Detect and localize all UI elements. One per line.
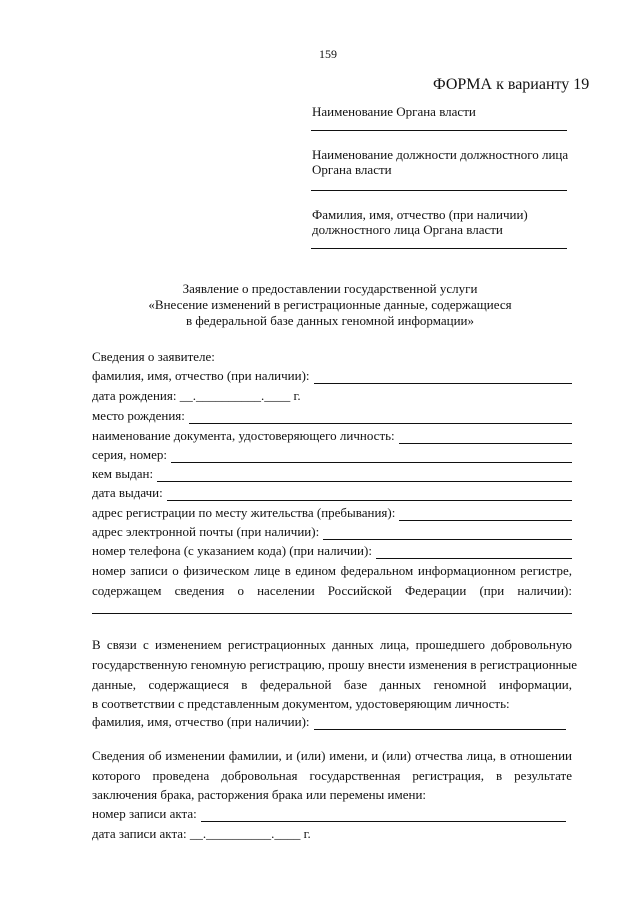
name-change-line-2: которого проведена добровольная государственная регистрация, в результате [92,768,572,783]
email-label: адрес электронной почты (при наличии): [92,524,320,539]
issued-by-label: кем выдан: [92,466,154,481]
authority-name-line[interactable] [311,130,567,131]
series-number-label: серия, номер: [92,447,167,462]
registration-address-blank[interactable] [399,508,572,521]
series-number-blank[interactable] [171,450,572,463]
official-position-label-1: Наименование должности должностного лица [312,147,569,162]
official-position-line[interactable] [311,190,567,191]
birth-place-blank[interactable] [189,411,572,424]
record-number-label: номер записи акта: [92,806,197,821]
id-document-label: наименование документа, удостоверяющего личность: [92,428,395,443]
issue-date-blank[interactable] [167,488,572,501]
email-blank[interactable] [323,527,572,540]
request-full-name-blank[interactable] [314,717,566,730]
record-date-field[interactable]: дата записи акта: __.__________.____ г. [92,826,311,841]
statement-title-3: в федеральной базе данных геномной информации» [185,313,475,328]
birth-date-field[interactable]: дата рождения: __.__________.____ г. [92,388,301,403]
applicant-full-name-blank[interactable] [314,371,572,384]
official-position-label-2: Органа власти [312,162,392,177]
issue-date-label: дата выдачи: [92,485,163,500]
registry-record-label-1: номер записи о физическом лице в едином федеральном информационном регистре, [92,563,572,578]
request-line-2: государственную геномную регистрацию, прошу внести изменения в регистрационные [92,657,578,672]
page-number: 159 [319,47,337,61]
authority-name-label: Наименование Органа власти [312,104,476,119]
phone-field[interactable] [92,543,572,559]
record-number-field[interactable] [92,806,566,822]
official-name-label-1: Фамилия, имя, отчество (при наличии) [312,207,528,222]
id-document-field[interactable] [92,428,572,444]
name-change-line-1: Сведения об изменении фамилии, и (или) имени, и (или) отчества лица, в отношении [92,748,572,763]
official-name-line[interactable] [311,248,567,249]
issue-date-field[interactable] [92,485,572,501]
registration-address-field[interactable] [92,505,572,521]
registry-record-label-2: содержащем сведения о населении Российской Федерации (при наличии): [92,583,572,598]
name-change-line-3: заключения брака, расторжения брака или перемены имени: [92,787,427,802]
registration-address-label: адрес регистрации по месту жительства (пребывания): [92,505,396,520]
statement-title-1: Заявление о предоставлении государственной услуги [182,281,478,296]
applicant-full-name-field[interactable] [92,368,572,384]
issued-by-blank[interactable] [157,469,572,482]
request-full-name-field[interactable] [92,714,566,730]
phone-label: номер телефона (с указанием кода) (при наличии): [92,543,372,558]
request-line-3: данные, содержащиеся в федеральной базе данных геномной информации, [92,677,572,692]
request-line-1: В связи с изменением регистрационных данных лица, прошедшего добровольную [92,637,572,652]
applicant-full-name-label: фамилия, имя, отчество (при наличии): [92,368,310,383]
request-line-4: в соответствии с представленным документом, удостоверяющим личность: [92,696,510,711]
birth-place-field[interactable] [92,408,572,424]
birth-place-label: место рождения: [92,408,185,423]
issued-by-field[interactable] [92,466,572,482]
id-document-blank[interactable] [399,431,572,444]
official-name-label-2: должностного лица Органа власти [312,222,503,237]
statement-title-2: «Внесение изменений в регистрационные данные, содержащиеся [148,297,512,312]
record-number-blank[interactable] [201,809,566,822]
series-number-field[interactable] [92,447,572,463]
applicant-heading: Сведения о заявителе: [92,349,215,364]
phone-blank[interactable] [376,546,572,559]
form-title: ФОРМА к варианту 19 [433,76,590,93]
email-field[interactable] [92,524,572,540]
request-full-name-label: фамилия, имя, отчество (при наличии): [92,714,310,729]
registry-record-line[interactable] [92,613,572,614]
